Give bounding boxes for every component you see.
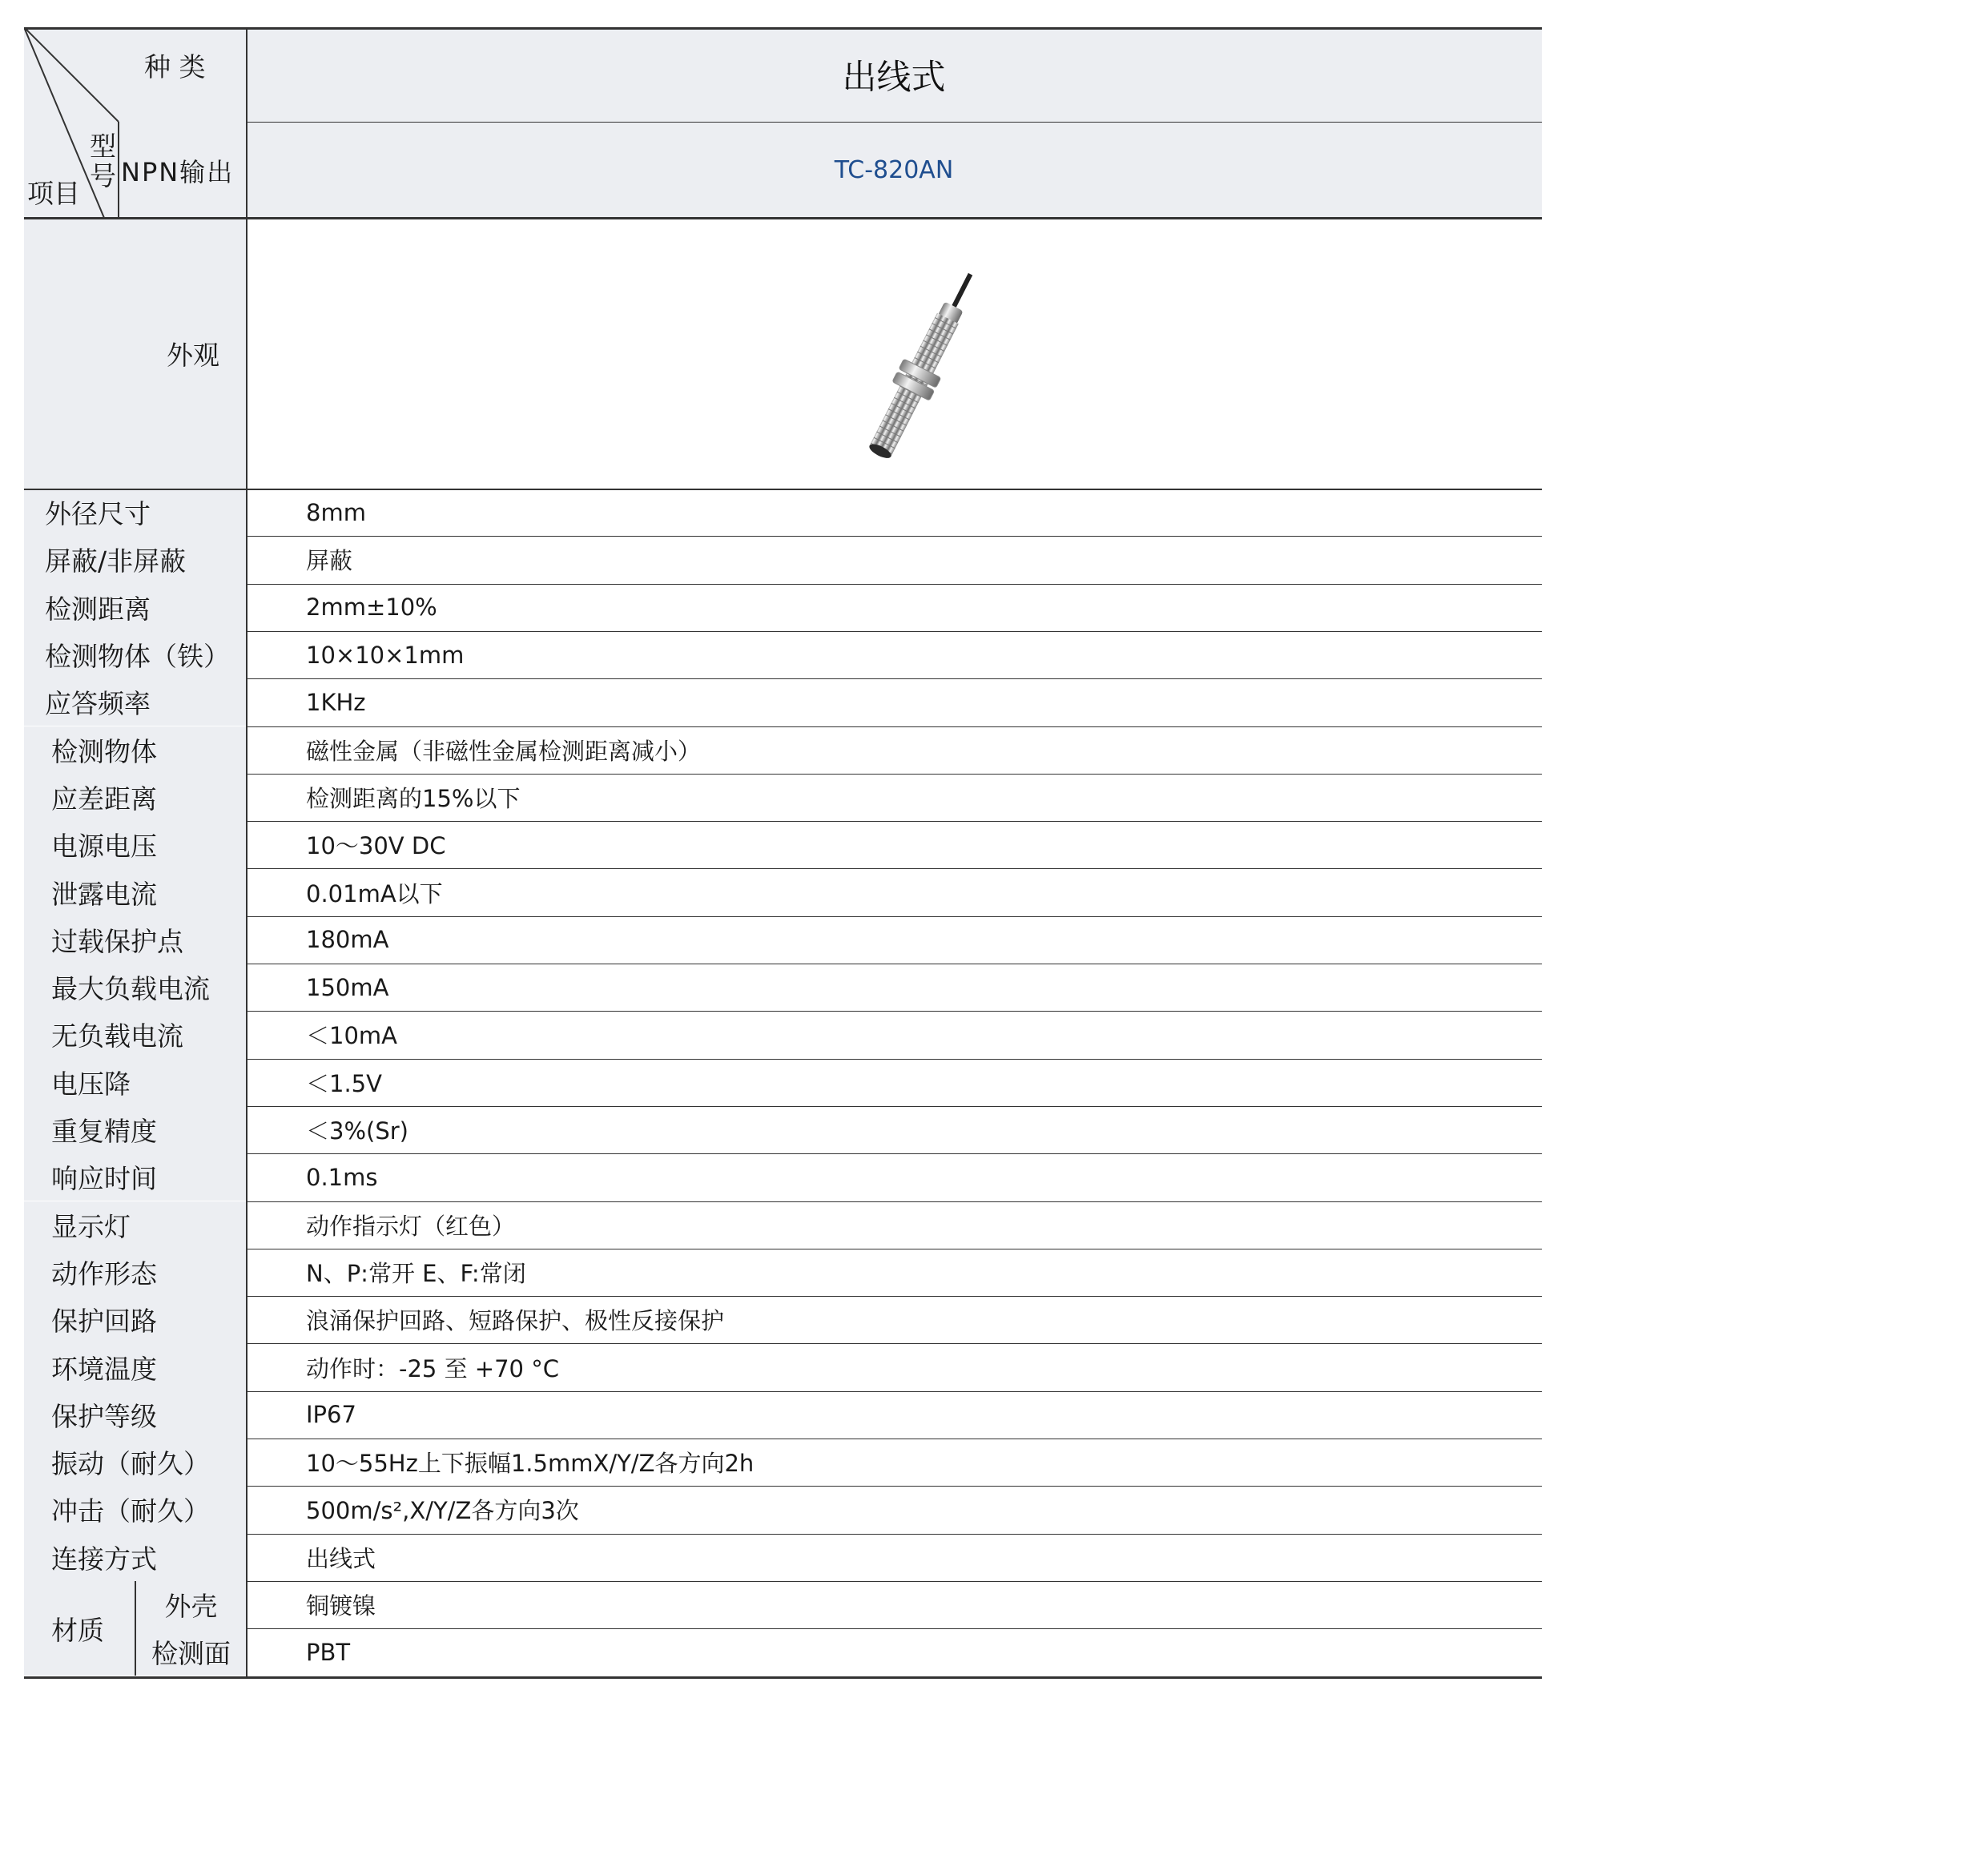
spec-row-label: 检测距离 — [24, 584, 246, 631]
top-rule — [24, 27, 1542, 30]
appearance-label: 外观 — [24, 218, 246, 489]
spec-row-label: 应答频率 — [24, 678, 246, 726]
spec-row-label: 最大负载电流 — [24, 964, 246, 1011]
spec-row-value: 150mA — [306, 973, 389, 1001]
spec-row-label: 响应时间 — [24, 1153, 246, 1201]
spec-row-label: 环境温度 — [24, 1343, 246, 1390]
spec-row-label: 电源电压 — [24, 821, 246, 868]
material-item-label: 外壳 — [136, 1581, 246, 1628]
output-label: NPN输出 — [121, 157, 235, 187]
header-bottom-rule — [24, 217, 1542, 219]
material-item-value: PBT — [306, 1638, 351, 1666]
spec-row-value: 180mA — [306, 926, 389, 954]
type-value: 出线式 — [842, 57, 946, 98]
spec-row-value: 磁性金属（非磁性金属检测距离减小） — [306, 737, 702, 765]
spec-row-value: 0.1ms — [306, 1163, 378, 1191]
spec-row-label: 动作形态 — [24, 1249, 246, 1296]
spec-row-value: 10～30V DC — [306, 832, 446, 860]
spec-row-label: 过载保护点 — [24, 916, 246, 964]
spec-row-value: 屏蔽 — [306, 547, 353, 575]
spec-row-value: 2mm±10% — [306, 594, 437, 622]
spec-row-value: 动作指示灯（红色） — [306, 1212, 516, 1240]
corner-model-label-b: 号 — [90, 160, 116, 191]
spec-row-value: 浪涌保护回路、短路保护、极性反接保护 — [306, 1307, 725, 1335]
corner-type-label: 种 类 — [144, 51, 206, 82]
model-value: TC-820AN — [834, 155, 954, 184]
spec-row-value: 0.01mA以下 — [306, 879, 443, 907]
material-item-label: 检测面 — [136, 1628, 246, 1676]
header-divider — [246, 122, 1542, 123]
spec-row-value: 500m/s²,X/Y/Z各方向3次 — [306, 1497, 579, 1525]
spec-row-label: 显示灯 — [24, 1201, 246, 1249]
spec-row-label: 振动（耐久） — [24, 1439, 246, 1486]
spec-row-label: 外径尺寸 — [24, 489, 246, 536]
spec-row-value: 检测距离的15%以下 — [306, 784, 521, 812]
spec-row-label: 冲击（耐久） — [24, 1486, 246, 1533]
spec-row-value: 出线式 — [306, 1544, 376, 1572]
spec-row-value: 8mm — [306, 498, 366, 526]
spec-row-label: 保护等级 — [24, 1391, 246, 1439]
spec-row-label: 应差距离 — [24, 774, 246, 821]
spec-row-value: IP67 — [306, 1401, 356, 1429]
spec-row-value: ＜1.5V — [306, 1069, 382, 1097]
spec-row-label: 检测物体（铁） — [24, 631, 246, 678]
spec-row-label: 保护回路 — [24, 1296, 246, 1343]
spec-row-label: 无负载电流 — [24, 1011, 246, 1058]
spec-row-label: 电压降 — [24, 1059, 246, 1106]
spec-row-value: 1KHz — [306, 688, 366, 716]
material-label: 材质 — [24, 1581, 246, 1676]
material-item-value: 铜镀镍 — [306, 1592, 376, 1620]
spec-row-label: 连接方式 — [24, 1534, 246, 1581]
column-divider — [246, 27, 247, 1677]
spec-row-value: 10～55Hz上下振幅1.5mmX/Y/Z各方向2h — [306, 1450, 755, 1478]
spec-row-label: 检测物体 — [24, 726, 246, 774]
spec-row-value: 动作时：-25 至 +70 °C — [306, 1354, 559, 1382]
spec-row-label: 屏蔽/非屏蔽 — [24, 536, 246, 583]
spec-row-value: ＜10mA — [306, 1022, 397, 1050]
sensor-image — [825, 272, 1017, 480]
spec-row-value: ＜3%(Sr) — [306, 1117, 408, 1145]
spec-row-label: 重复精度 — [24, 1106, 246, 1153]
row-rule — [24, 1676, 1542, 1679]
spec-row-value: N、P:常开 E、F:常闭 — [306, 1259, 526, 1287]
spec-row-value: 10×10×1mm — [306, 641, 465, 669]
corner-model-label-a: 型 — [90, 131, 116, 162]
corner-item-label: 项目 — [27, 178, 80, 209]
appearance-bottom-rule — [24, 489, 1542, 490]
spec-row-label: 泄露电流 — [24, 868, 246, 915]
